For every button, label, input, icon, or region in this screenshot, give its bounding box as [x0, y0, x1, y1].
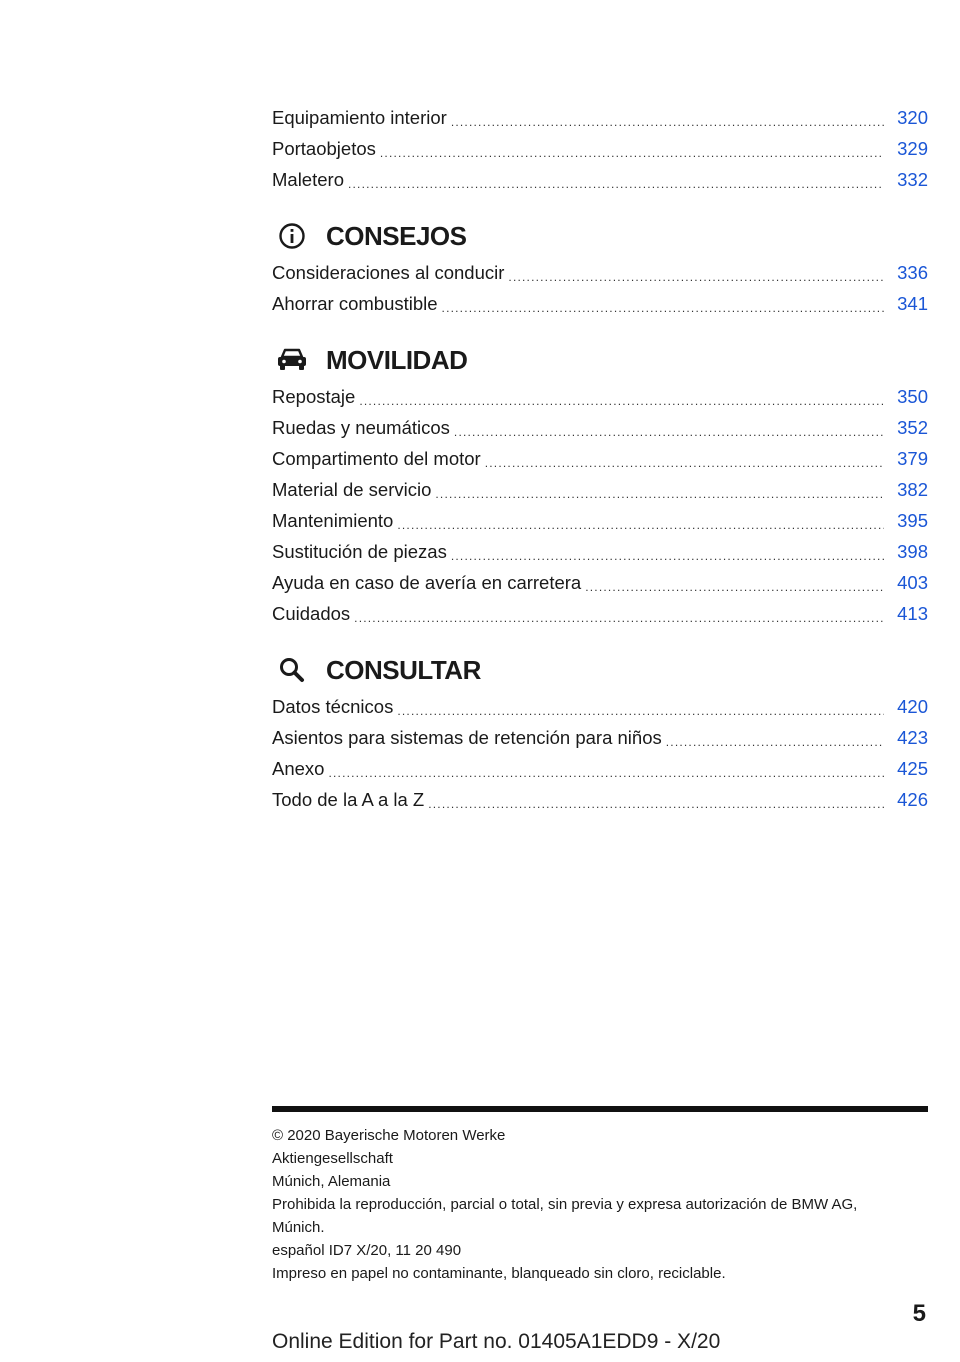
toc-entry[interactable] [272, 443, 928, 474]
toc-leader-dots [354, 612, 884, 624]
imprint-line: Múnich. [272, 1219, 325, 1236]
toc-entry-page-link[interactable]: 352 [897, 417, 928, 438]
section-title: MOVILIDAD [326, 344, 468, 375]
toc-leader-dots [508, 271, 884, 283]
imprint-line: Aktiengesellschaft [272, 1150, 393, 1167]
info-circle-icon [272, 221, 312, 251]
divider-rule [272, 1106, 928, 1112]
toc-entry-page-link[interactable]: 423 [897, 727, 928, 748]
toc-entry-title: Equipamiento interior [272, 107, 447, 128]
toc-entry-page-link[interactable]: 395 [897, 510, 928, 531]
table-of-contents [272, 102, 928, 815]
toc-entry-page-link[interactable]: 350 [897, 386, 928, 407]
toc-entry-page-link[interactable]: 336 [897, 262, 928, 283]
toc-entry[interactable] [272, 722, 928, 753]
toc-entry-title: Ahorrar combustible [272, 293, 438, 314]
toc-entry-title: Todo de la A a la Z [272, 789, 425, 810]
toc-entry[interactable] [272, 691, 928, 722]
toc-entry-page-link[interactable]: 379 [897, 448, 928, 469]
car-icon [272, 345, 312, 375]
toc-entry-title: Datos técnicos [272, 696, 394, 717]
toc-entry[interactable] [272, 164, 928, 195]
toc-entry[interactable] [272, 474, 928, 505]
section-heading-consultar [272, 653, 928, 687]
section-heading-consejos [272, 219, 928, 253]
toc-entry-page-link[interactable]: 382 [897, 479, 928, 500]
toc-entry[interactable] [272, 536, 928, 567]
search-icon [272, 655, 312, 685]
toc-entry-title: Maletero [272, 169, 344, 190]
toc-leader-dots [451, 550, 884, 562]
toc-leader-dots [585, 581, 884, 593]
toc-entry-page-link[interactable]: 329 [897, 138, 928, 159]
toc-entry[interactable] [272, 412, 928, 443]
section-heading-movilidad [272, 343, 928, 377]
toc-entry[interactable] [272, 381, 928, 412]
section-title: CONSULTAR [326, 654, 481, 685]
toc-entry-page-link[interactable]: 426 [897, 789, 928, 810]
toc-entry-title: Consideraciones al conducir [272, 262, 505, 283]
toc-entry-page-link[interactable]: 420 [897, 696, 928, 717]
toc-leader-dots [397, 519, 884, 531]
toc-entry-page-link[interactable]: 398 [897, 541, 928, 562]
toc-leader-dots [666, 736, 884, 748]
toc-entry[interactable] [272, 102, 928, 133]
toc-entry[interactable] [272, 753, 928, 784]
toc-entry-title: Anexo [272, 758, 325, 779]
imprint-line: Múnich, Alemania [272, 1173, 391, 1190]
toc-entry[interactable] [272, 567, 928, 598]
toc-entry-title: Compartimento del motor [272, 448, 481, 469]
toc-entry[interactable] [272, 133, 928, 164]
imprint-line: Impreso en papel no contaminante, blanqueado sin cloro, reciclable. [272, 1265, 726, 1282]
toc-leader-dots [442, 302, 884, 314]
toc-leader-dots [451, 116, 884, 128]
page-number: 5 [912, 1300, 926, 1327]
toc-entry-title: Repostaje [272, 386, 356, 407]
section-title: CONSEJOS [326, 220, 467, 251]
toc-entry-page-link[interactable]: 341 [897, 293, 928, 314]
toc-entry-title: Cuidados [272, 603, 351, 624]
toc-leader-dots [428, 798, 884, 810]
toc-entry[interactable] [272, 784, 928, 815]
toc-leader-dots [359, 395, 884, 407]
toc-entry-title: Asientos para sistemas de retención para niños [272, 727, 662, 748]
toc-leader-dots [485, 457, 884, 469]
imprint-line: español ID7 X/20, 11 20 490 [272, 1242, 462, 1259]
toc-entry-page-link[interactable]: 320 [897, 107, 928, 128]
toc-leader-dots [435, 488, 884, 500]
toc-entry[interactable] [272, 505, 928, 536]
toc-entry-title: Ayuda en caso de avería en carretera [272, 572, 582, 593]
toc-leader-dots [328, 767, 884, 779]
imprint-line: © 2020 Bayerische Motoren Werke [272, 1127, 506, 1144]
toc-entry-title: Portaobjetos [272, 138, 376, 159]
toc-leader-dots [348, 178, 884, 190]
toc-entry-title: Ruedas y neumáticos [272, 417, 450, 438]
toc-entry-title: Mantenimiento [272, 510, 394, 531]
toc-entry[interactable] [272, 288, 928, 319]
toc-entry[interactable] [272, 257, 928, 288]
toc-entry-page-link[interactable]: 413 [897, 603, 928, 624]
imprint-line: Prohibida la reproducción, parcial o total, sin previa y expresa autorización de BMW AG, [272, 1196, 858, 1213]
toc-leader-dots [380, 147, 884, 159]
toc-entry[interactable] [272, 598, 928, 629]
toc-entry-title: Sustitución de piezas [272, 541, 447, 562]
toc-leader-dots [397, 705, 884, 717]
toc-leader-dots [454, 426, 884, 438]
toc-entry-page-link[interactable]: 403 [897, 572, 928, 593]
toc-entry-page-link[interactable]: 425 [897, 758, 928, 779]
toc-entry-page-link[interactable]: 332 [897, 169, 928, 190]
imprint-block [272, 1124, 912, 1285]
toc-entry-title: Material de servicio [272, 479, 432, 500]
online-edition-footer: Online Edition for Part no. 01405A1EDD9 - X/20 [272, 1330, 721, 1353]
